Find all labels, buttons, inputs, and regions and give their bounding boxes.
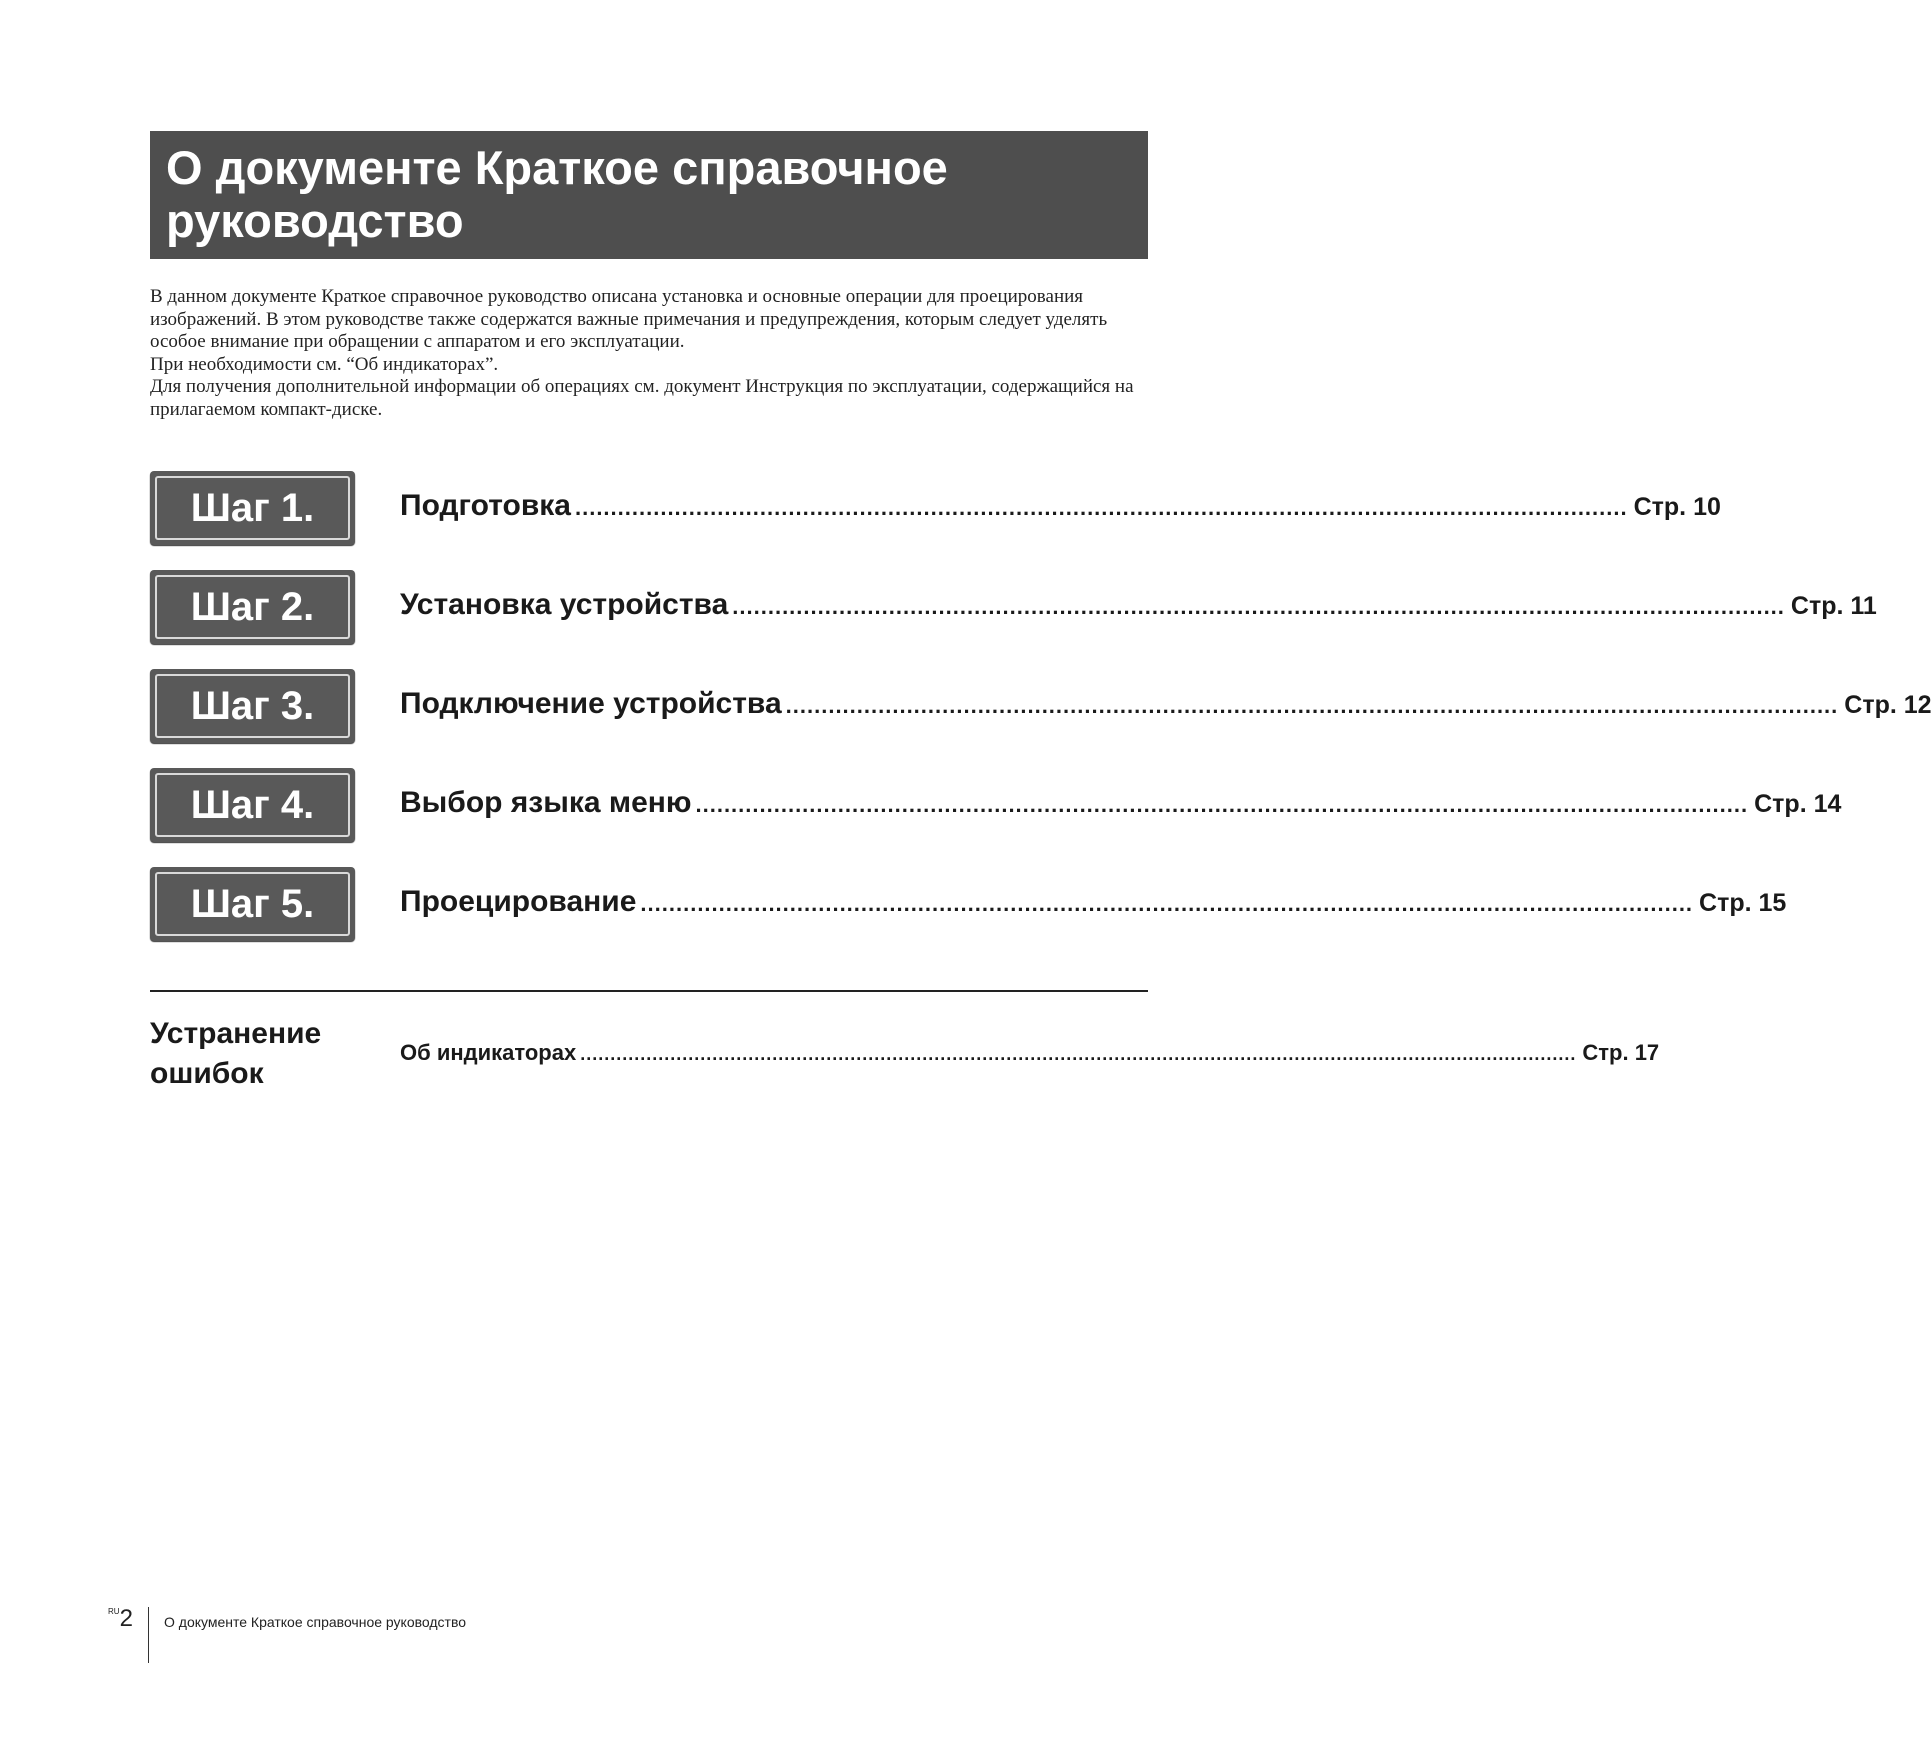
step-badge-label: Шаг 4. [155, 773, 350, 837]
step-badge [150, 768, 355, 842]
toc-entry[interactable] [400, 786, 1842, 820]
dot-leader: .................................................................................................................................................... [695, 792, 1749, 817]
troubleshooting-heading-line-1: Устранение [150, 1017, 322, 1050]
dot-leader: .................................................................................................................................................... [785, 693, 1839, 718]
page-title-line-1: О документе Краткое справочное [166, 141, 948, 194]
toc-entry-title[interactable]: Об индикаторах [400, 1040, 577, 1065]
step-row-2[interactable] [150, 570, 1877, 646]
toc-entry-title[interactable]: Подготовка [400, 489, 571, 522]
dot-leader: .................................................................................................................................................... [574, 495, 1628, 520]
toc-entry-page[interactable]: Стр. 12 [1844, 691, 1932, 719]
footer-page-marker [108, 1605, 133, 1633]
toc-entry[interactable] [400, 489, 1721, 523]
section-divider [150, 990, 1148, 992]
toc-entry-title[interactable]: Выбор языка меню [400, 786, 692, 819]
troubleshooting-heading-line-2: ошибок [150, 1057, 264, 1090]
step-badge [150, 471, 355, 545]
toc-entry-title[interactable]: Подключение устройства [400, 687, 782, 720]
toc-entry-page[interactable]: Стр. 10 [1633, 493, 1721, 521]
step-row-4[interactable] [150, 768, 1842, 844]
footer-doc-title: О документе Краткое справочное руководство [164, 1614, 467, 1630]
title-banner [150, 131, 1148, 259]
toc-entry-page[interactable]: Стр. 11 [1790, 592, 1877, 620]
toc-entry[interactable] [400, 687, 1932, 721]
step-badge [150, 867, 355, 941]
toc-entry-page[interactable]: Стр. 15 [1699, 889, 1787, 917]
step-badge-label: Шаг 5. [155, 872, 350, 936]
step-badge-label: Шаг 3. [155, 674, 350, 738]
intro-text [150, 286, 1150, 422]
step-badge [150, 669, 355, 743]
toc-entry-title[interactable]: Установка устройства [400, 588, 729, 621]
step-badge [150, 570, 355, 644]
intro-paragraph-1: В данном документе Краткое справочное руководство описана установка и основные операции для проецирования изображений. В этом руководстве также содержатся важные примечания и предупреждения, которым следует уделять особое внимание при обращении с аппаратом и его эксплуатации. [150, 286, 1108, 353]
intro-paragraph-3: Для получения дополнительной информации об операциях см. документ Инструкция по эксплуатации, содержащийся на прилагаемом компакт-диске. [150, 376, 1134, 420]
step-row-5[interactable] [150, 867, 1787, 943]
intro-paragraph-2: При необходимости см. “Об индикаторах”. [150, 353, 499, 375]
footer-rule [148, 1607, 149, 1663]
toc-entry[interactable] [400, 588, 1877, 622]
footer-region-code: RU [108, 1607, 120, 1616]
page-title [166, 141, 1132, 247]
troubleshooting-toc-entry[interactable] [400, 1040, 1660, 1066]
step-row-3[interactable] [150, 669, 1932, 745]
toc-entry[interactable] [400, 885, 1787, 919]
toc-entry-page[interactable]: Стр. 14 [1754, 790, 1842, 818]
page-title-line-2: руководство [166, 194, 464, 247]
step-badge-label: Шаг 2. [155, 575, 350, 639]
toc-entry-title[interactable]: Проецирование [400, 885, 637, 918]
dot-leader: .................................................................................................................................................... [640, 891, 1694, 916]
step-badge-label: Шаг 1. [155, 476, 350, 540]
footer-page-number: 2 [119, 1605, 133, 1632]
toc-entry-page[interactable]: Стр. 17 [1582, 1040, 1660, 1065]
troubleshooting-heading [150, 1014, 380, 1094]
step-row-1[interactable] [150, 471, 1721, 547]
dot-leader: ...................................................................................................................................................................... [580, 1044, 1577, 1064]
dot-leader: .................................................................................................................................................... [732, 594, 1785, 619]
